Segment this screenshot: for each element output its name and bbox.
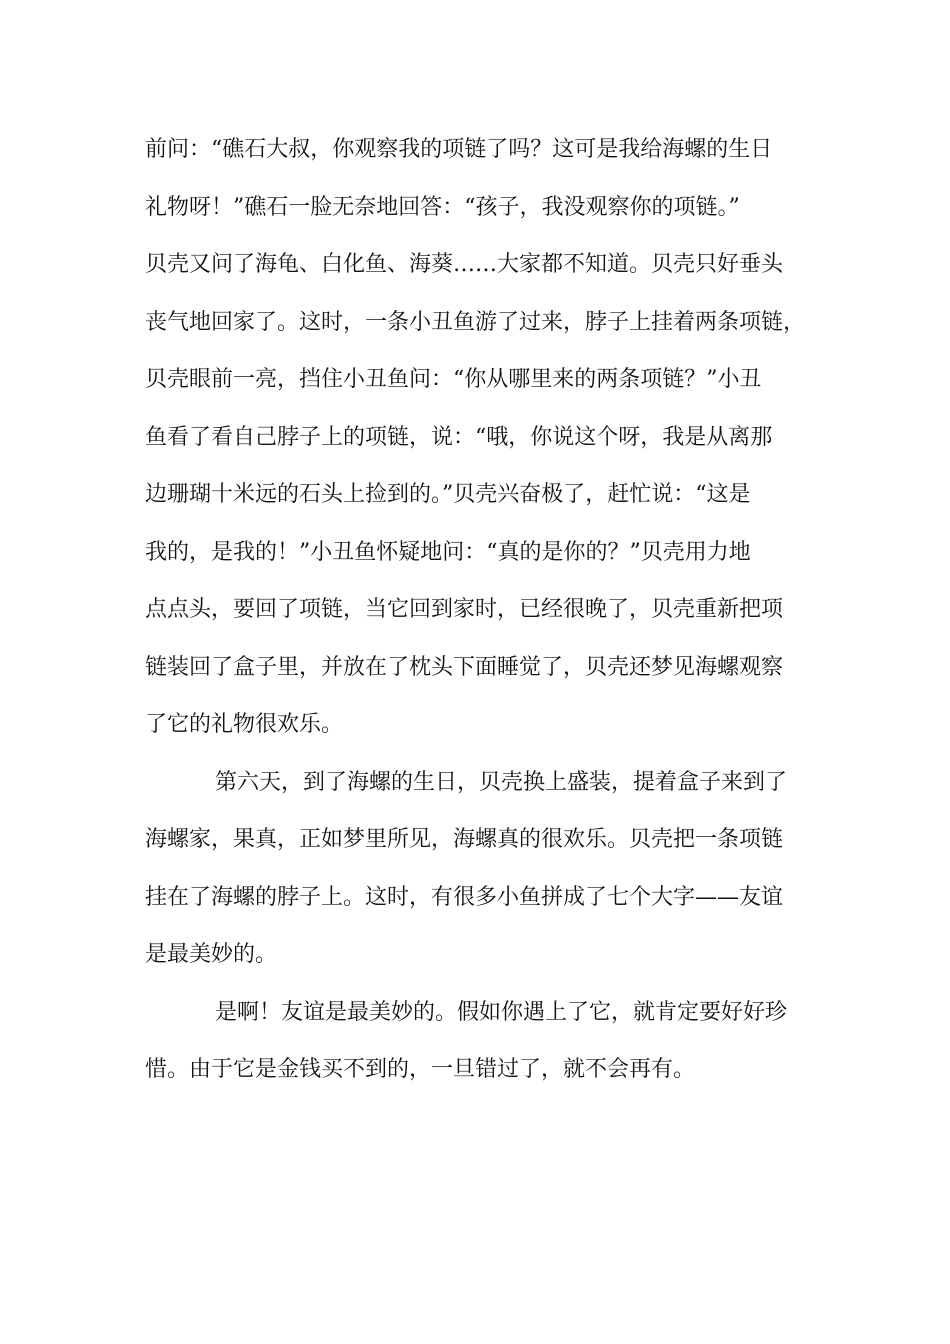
text-line: 鱼看了看自己脖子上的项链，说：“哦，你说这个呀，我是从离那: [145, 424, 773, 450]
text-line: 第六天，到了海螺的生日，贝壳换上盛装，提着盒子来到了: [215, 769, 788, 795]
text-line: 链装回了盒子里，并放在了枕头下面睡觉了，贝壳还梦见海螺观察: [145, 654, 784, 680]
text-line: 是最美妙的。: [145, 942, 278, 967]
paragraph-1: [145, 128, 805, 761]
text-line: 惜。由于它是金钱买不到的，一旦错过了，就不会再有。: [145, 1057, 696, 1082]
text-line: 是啊！友谊是最美妙的。假如你遇上了它，就肯定要好好珍: [215, 999, 788, 1025]
text-line: 礼物呀！”礁石一脸无奈地回答：“孩子，我没观察你的项链。”: [145, 194, 740, 220]
text-line: 海螺家，果真，正如梦里所见，海螺真的很欢乐。贝壳把一条项链: [145, 827, 784, 852]
paragraph-2: [145, 761, 805, 991]
text-line: 丧气地回家了。这时，一条小丑鱼游了过来，脖子上挂着两条项链，: [145, 309, 806, 335]
text-line: 点点头，要回了项链，当它回到家时，已经很晚了，贝壳重新把项: [145, 597, 784, 622]
document-body: [145, 128, 805, 1106]
paragraph-3: [145, 991, 805, 1106]
text-line: 了它的礼物很欢乐。: [145, 712, 344, 737]
text-line: 边珊瑚十米远的石头上捡到的。”贝壳兴奋极了，赶忙说：“这是: [145, 482, 751, 507]
text-line: 贝壳又问了海龟、白化鱼、海葵……大家都不知道。贝壳只好垂头: [145, 252, 784, 277]
text-line: 前问：“礁石大叔，你观察我的项链了吗？这可是我给海螺的生日: [145, 137, 773, 162]
text-line: 贝壳眼前一亮，挡住小丑鱼问：“你从哪里来的两条项链？”小丑: [145, 367, 762, 392]
text-line: 我的，是我的！”小丑鱼怀疑地问：“真的是你的？”贝壳用力地: [145, 539, 751, 565]
text-line: 挂在了海螺的脖子上。这时，有很多小鱼拼成了七个大字——友谊: [145, 884, 784, 910]
